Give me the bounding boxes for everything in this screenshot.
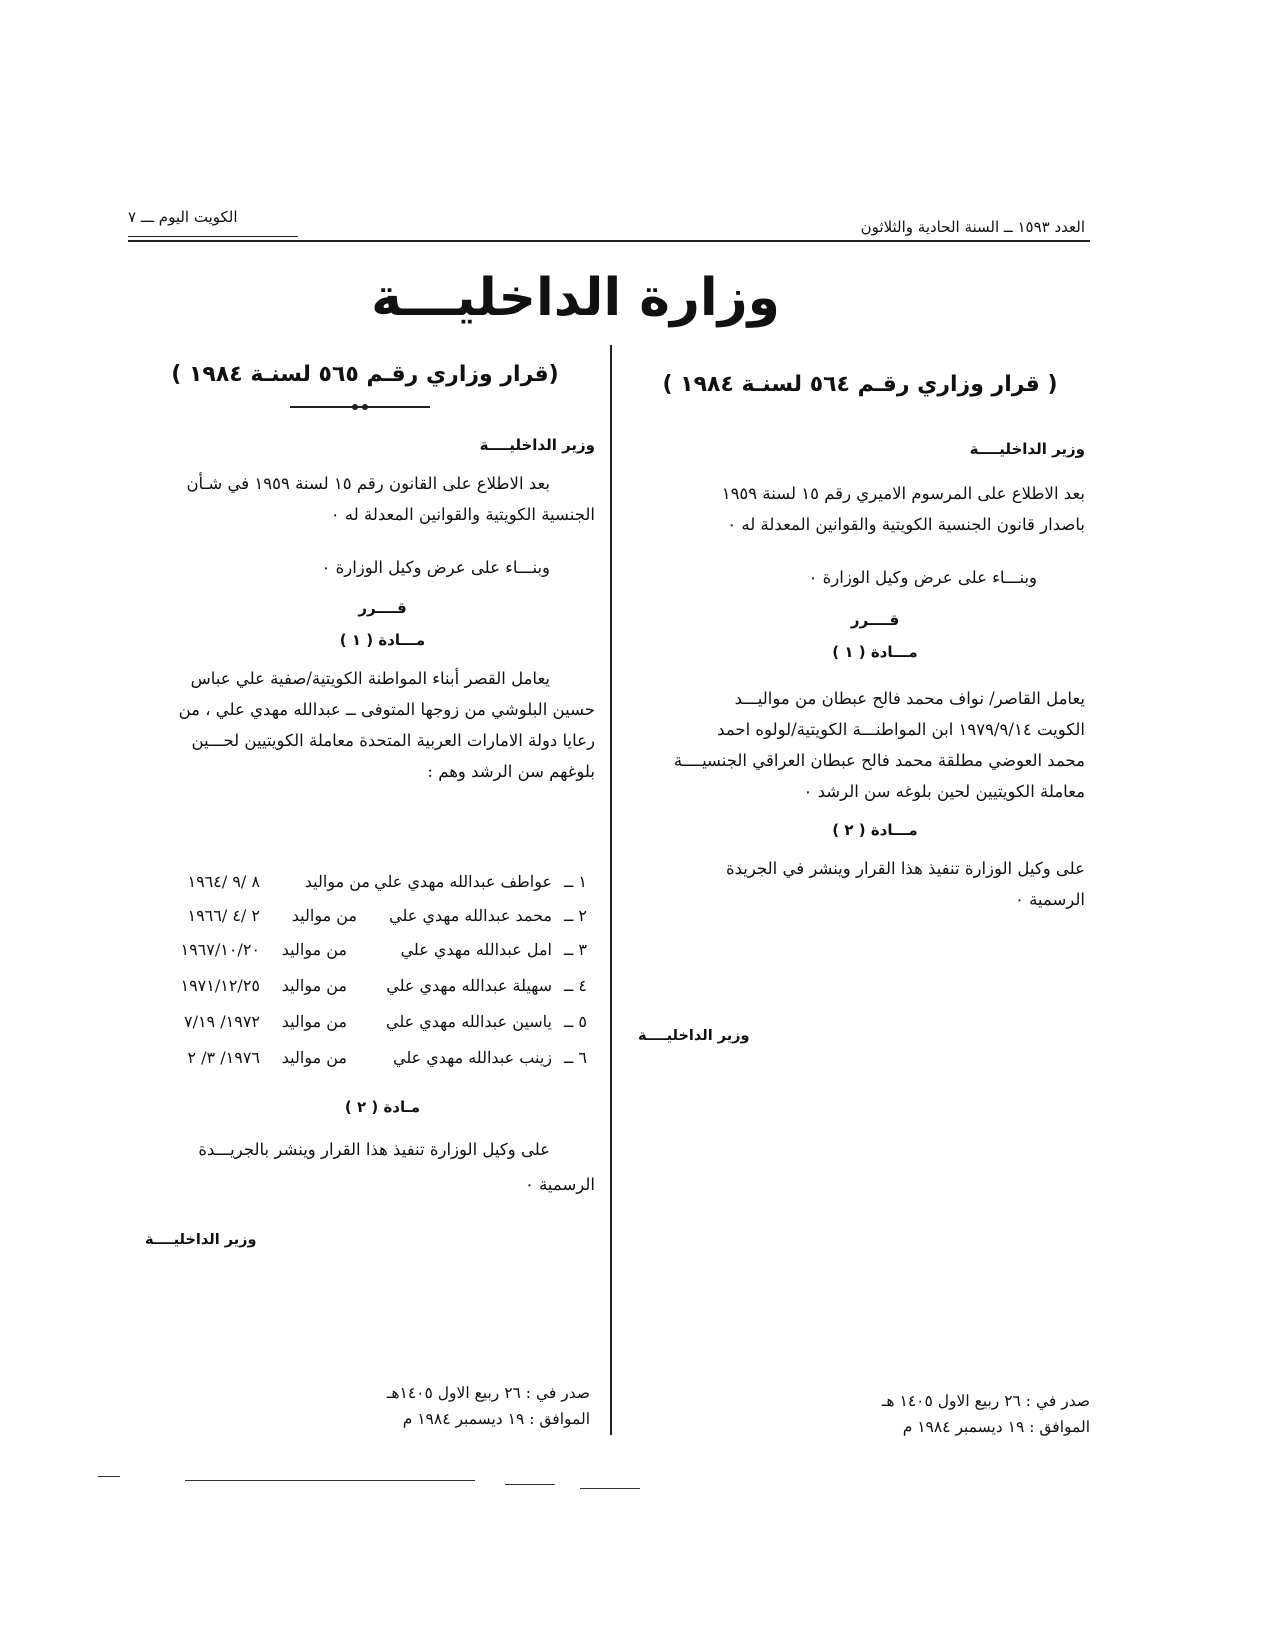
minister-signature: وزير الداخليــــة — [145, 1232, 257, 1248]
child-birth-label: من مواليد — [291, 906, 357, 925]
article-1-line-1: يعامل القصر أبناء المواطنة الكويتية/صفية علي عباس — [190, 669, 550, 688]
ornament-dot — [362, 404, 368, 410]
issue-date-block — [760, 1388, 1090, 1440]
child-number: ٦ ــ — [563, 1048, 587, 1067]
child-name: ياسين عبدالله مهدي علي — [385, 1012, 552, 1031]
article-2-line-2: الرسمية ٠ — [524, 1175, 595, 1194]
child-number: ٤ ــ — [563, 976, 587, 995]
scan-mark — [98, 1476, 120, 1477]
article-1-heading: مـــادة ( ١ ) — [339, 631, 426, 649]
child-birth-date: ١٩٧١/١٢/٢٥ — [180, 976, 260, 995]
child-number: ٥ ــ — [563, 1012, 587, 1031]
article-2-line-2: الرسمية ٠ — [1014, 890, 1085, 909]
child-birth-date: ١٩٧٢/ ٧/١٩ — [183, 1012, 260, 1031]
preamble-line-1: بعد الاطلاع على القانون رقم ١٥ لسنة ١٩٥٩ في شـأن — [186, 474, 550, 493]
child-number: ٢ ــ — [563, 906, 587, 925]
child-birth-date: ٨ /٩ /١٩٦٤ — [187, 872, 260, 891]
child-name: محمد عبدالله مهدي علي — [389, 906, 552, 925]
child-birth-label: من مواليد — [281, 976, 347, 995]
gregorian-date: الموافق : ١٩ ديسمبر ١٩٨٤ م — [402, 1410, 590, 1428]
decided-heading: قــــرر — [850, 611, 900, 629]
header-rule — [128, 240, 1090, 242]
child-number: ١ ــ — [563, 872, 587, 891]
child-birth-label: من مواليد — [281, 1048, 347, 1067]
article-2-line-1: على وكيل الوزارة تنفيذ هذا القرار وينشر بالجريـــدة — [198, 1140, 550, 1159]
preamble-line-2: الجنسية الكويتية والقوانين المعدلة له ٠ — [330, 505, 595, 524]
decision-564-title: ( قرار وزاري رقـم ٥٦٤ لسنـة ١٩٨٤ ) — [662, 372, 1058, 397]
issued-date: صدر في : ٢٦ ربيع الاول ١٤٠٥ هـ — [881, 1392, 1090, 1410]
child-name: عواطف عبدالله مهدي علي — [374, 872, 552, 891]
scan-mark — [185, 1480, 475, 1481]
title-ornament — [290, 406, 430, 408]
child-name: امل عبدالله مهدي علي — [400, 940, 552, 959]
ministry-masthead: وزارة الداخليـــة — [371, 268, 780, 328]
article-1-line-2: حسين البلوشي من زوجها المتوفى ــ عبدالله مهدي علي ، من — [178, 700, 595, 719]
preamble-line-2: باصدار قانون الجنسية الكويتية والقوانين المعدلة له ٠ — [727, 515, 1085, 534]
article-1-line-4: بلوغهم سن الرشد وهم : — [427, 762, 595, 781]
decision-565-title: (قرار وزاري رقـم ٥٦٥ لسنـة ١٩٨٤ ) — [171, 362, 559, 387]
child-birth-label: من مواليد — [281, 940, 347, 959]
article-2-line-1: على وكيل الوزارة تنفيذ هذا القرار وينشر في الجريدة — [725, 859, 1085, 878]
article-1-line-3: محمد العوضي مطلقة محمد فالح عبطان العراقي الجنسيــــة — [673, 751, 1085, 770]
decision-564-body — [625, 440, 1085, 915]
article-1-line-1: يعامل القاصر/ نواف محمد فالح عبطان من مواليـــد — [734, 689, 1085, 708]
newspaper-page-label: الكويت اليوم ـــ ٧ — [128, 208, 238, 226]
decision-565-body — [130, 436, 595, 787]
issue-date-block — [300, 1380, 590, 1432]
gregorian-date: الموافق : ١٩ ديسمبر ١٩٨٤ م — [902, 1418, 1090, 1436]
child-birth-label: من مواليد — [281, 1012, 347, 1031]
minister-heading: وزير الداخليــــة — [969, 440, 1085, 458]
child-number: ٣ ــ — [563, 940, 587, 959]
child-name: زينب عبدالله مهدي علي — [393, 1048, 552, 1067]
ornament-dot — [352, 404, 358, 410]
issue-header: العدد ١٥٩٣ ــ السنة الحادية والثلاثون — [860, 218, 1085, 236]
column-divider — [610, 345, 612, 1435]
header-rule-short — [128, 236, 298, 237]
child-birth-label: من مواليد — [304, 872, 370, 891]
article-1-line-4: معاملة الكويتيين لحين بلوغه سن الرشد ٠ — [803, 782, 1085, 801]
minister-signature: وزير الداخليــــة — [638, 1028, 750, 1044]
child-birth-date: ١٩٧٦/ ٣/ ٢ — [187, 1048, 260, 1067]
article-1-heading: مـــادة ( ١ ) — [832, 643, 918, 661]
preamble-line-1: بعد الاطلاع على المرسوم الاميري رقم ١٥ لسنة ١٩٥٩ — [721, 484, 1085, 503]
minister-heading: وزير الداخليــــة — [479, 436, 595, 454]
decision-565-article-2 — [130, 1098, 595, 1200]
child-birth-date: ٢ /٤ /١٩٦٦ — [187, 906, 260, 925]
based-on-line: وبنـــاء على عرض وكيل الوزارة ٠ — [808, 568, 1037, 587]
article-1-line-3: رعايا دولة الامارات العربية المتحدة معاملة الكويتيين لحـــين — [191, 731, 595, 750]
child-name: سهيلة عبدالله مهدي علي — [386, 976, 552, 995]
article-2-heading: مـادة ( ٢ ) — [344, 1098, 421, 1116]
scan-mark — [580, 1488, 640, 1489]
scan-mark — [505, 1484, 555, 1485]
article-1-line-2: الكويت ١٩٧٩/٩/١٤ ابن المواطنـــة الكويتية/لولوه احمد — [717, 720, 1085, 739]
child-birth-date: ١٩٦٧/١٠/٢٠ — [180, 940, 260, 959]
decided-heading: قــــرر — [358, 599, 407, 617]
issued-date: صدر في : ٢٦ ربيع الاول ١٤٠٥هـ — [386, 1384, 590, 1402]
article-2-heading: مـــادة ( ٢ ) — [832, 821, 918, 839]
based-on-line: وبنـــاء على عرض وكيل الوزارة ٠ — [321, 558, 550, 577]
